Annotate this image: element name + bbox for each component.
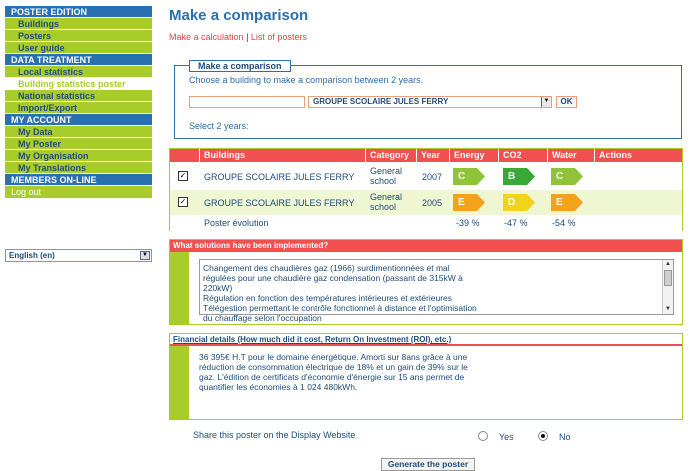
- water-rating-letter: E: [556, 197, 563, 208]
- evolution-label: Poster évolution: [204, 218, 269, 228]
- comparison-table: [169, 148, 683, 231]
- financial-line: 36 395€ H.T pour le domaine énergétique. Amorti sur 8ans grâce à une: [199, 352, 468, 362]
- sidebar-item-user-guide[interactable]: User guide: [5, 42, 152, 54]
- header-buildings: Buildings: [199, 149, 365, 162]
- financial-line: gaz. L'édition de certificats d'économie d'énergie sur 15 ans permet de: [199, 372, 465, 382]
- sidebar: [5, 6, 152, 260]
- solutions-line: 220kW): [203, 283, 233, 293]
- solutions-textarea[interactable]: [199, 259, 674, 323]
- building-select-value: GROUPE SCOLAIRE JULES FERRY: [313, 97, 449, 106]
- scroll-up-icon[interactable]: ▲: [665, 261, 671, 267]
- sidebar-item-my-poster[interactable]: My Poster: [5, 138, 152, 150]
- page-title: Make a comparison: [169, 7, 309, 24]
- energy-rating-letter: E: [458, 197, 465, 208]
- language-value: English (en): [9, 251, 55, 260]
- water-rating-badge: [551, 194, 583, 211]
- solutions-line: Régulation en fonction des températures intérieures et extérieures: [203, 293, 453, 303]
- scroll-thumb[interactable]: [664, 270, 672, 286]
- header-actions: Actions: [594, 149, 682, 162]
- table-row: [170, 164, 682, 189]
- make-calculation-link[interactable]: Make a calculation: [169, 32, 244, 42]
- energy-evolution: -39 %: [456, 218, 480, 228]
- section-poster-edition: POSTER EDITION: [5, 6, 152, 18]
- row-year: 2007: [422, 172, 443, 182]
- financial-header: Financial details (How much did it cost, Return On Investment (ROI), etc.): [170, 334, 682, 346]
- table-header: [170, 149, 682, 162]
- scroll-down-icon[interactable]: ▼: [665, 306, 671, 312]
- solutions-line: Changement des chaudières gaz (1966) surdimentionnées et mal: [203, 263, 450, 273]
- solutions-line: Télégestion permettant le contrôle fonctionnel à distance et l'optimisation: [203, 303, 477, 313]
- row-checkbox[interactable]: ✓: [179, 171, 187, 180]
- sidebar-item-posters[interactable]: Posters: [5, 30, 152, 42]
- financial-textarea[interactable]: [199, 352, 669, 392]
- water-rating-badge: [551, 168, 583, 185]
- share-no-label: No: [559, 432, 571, 442]
- sidebar-item-my-translations[interactable]: My Translations: [5, 162, 152, 174]
- section-data-treatment: DATA TREATMENT: [5, 54, 152, 66]
- row-year: 2005: [422, 198, 443, 208]
- generate-poster-button[interactable]: Generate the poster: [381, 458, 475, 471]
- sidebar-item-my-organisation[interactable]: My Organisation: [5, 150, 152, 162]
- solutions-line: du chauffage selon l'occupation: [203, 313, 322, 323]
- row-category: General school: [370, 166, 403, 186]
- co2-rating-letter: B: [508, 171, 516, 182]
- row-building: GROUPE SCOLAIRE JULES FERRY: [204, 198, 355, 208]
- green-strip: [170, 252, 189, 324]
- financial-line: réduction de consommation électrique de 18% et un gain de 39% sur le: [199, 362, 468, 372]
- sidebar-item-national-statistics[interactable]: National statistics: [5, 90, 152, 102]
- sidebar-item-building-statistics-poster[interactable]: Building statistics poster: [5, 78, 152, 90]
- header-year: Year: [416, 149, 449, 162]
- sub-links: [169, 32, 307, 42]
- share-no-radio[interactable]: [538, 431, 548, 441]
- sidebar-item-import-export[interactable]: Import/Export: [5, 102, 152, 114]
- energy-rating-letter: C: [458, 171, 466, 182]
- link-separator: |: [246, 32, 249, 42]
- financial-box: [169, 333, 683, 420]
- energy-rating-badge: [453, 168, 485, 185]
- section-my-account: MY ACCOUNT: [5, 114, 152, 126]
- comparison-form: [174, 61, 682, 139]
- financial-line: quantifier les économies à 1 024 480kWh.: [199, 382, 358, 392]
- building-filter-input[interactable]: [189, 96, 305, 108]
- logout-link[interactable]: Log out: [5, 186, 152, 199]
- language-select[interactable]: [5, 249, 152, 262]
- select-years-label: Select 2 years:: [189, 121, 249, 131]
- form-legend: Make a comparison: [189, 60, 291, 72]
- chevron-down-icon[interactable]: ▼: [541, 97, 551, 107]
- share-label: Share this poster on the Display Website: [193, 430, 356, 440]
- solutions-box: [169, 239, 683, 325]
- header-co2: CO2: [498, 149, 547, 162]
- solutions-header: What solutions have been implemented?: [170, 240, 682, 252]
- building-select[interactable]: [308, 96, 552, 108]
- co2-evolution: -47 %: [504, 218, 528, 228]
- energy-rating-badge: [453, 194, 485, 211]
- solutions-line: régulées pour une chaudière gaz condensation (passant de 315kW à: [203, 273, 463, 283]
- sidebar-item-local-statistics[interactable]: Local statistics: [5, 66, 152, 78]
- header-energy: Energy: [449, 149, 498, 162]
- green-strip: [170, 346, 189, 419]
- co2-rating-badge: [503, 168, 535, 185]
- row-building: GROUPE SCOLAIRE JULES FERRY: [204, 172, 355, 182]
- solutions-body: [170, 252, 682, 324]
- water-evolution: -54 %: [552, 218, 576, 228]
- table-row: [170, 190, 682, 215]
- header-category: Category: [365, 149, 416, 162]
- chevron-down-icon[interactable]: ▼: [140, 251, 150, 260]
- header-water: Water: [547, 149, 594, 162]
- evolution-row: [170, 216, 682, 231]
- share-yes-radio[interactable]: [478, 431, 488, 441]
- scrollbar[interactable]: [662, 260, 673, 314]
- list-of-posters-link[interactable]: List of posters: [250, 32, 307, 42]
- row-checkbox[interactable]: ✓: [179, 197, 187, 206]
- section-members-online: MEMBERS ON-LINE: [5, 174, 152, 186]
- sidebar-item-my-data[interactable]: My Data: [5, 126, 152, 138]
- ok-button[interactable]: OK: [556, 96, 577, 108]
- row-category: General school: [370, 192, 403, 212]
- co2-rating-badge: [503, 194, 535, 211]
- water-rating-letter: C: [556, 171, 564, 182]
- form-instruction: Choose a building to make a comparison between 2 years.: [189, 75, 424, 85]
- sidebar-item-buildings[interactable]: Buildings: [5, 18, 152, 30]
- co2-rating-letter: D: [508, 197, 516, 208]
- share-yes-label: Yes: [499, 432, 514, 442]
- financial-body: [170, 346, 682, 419]
